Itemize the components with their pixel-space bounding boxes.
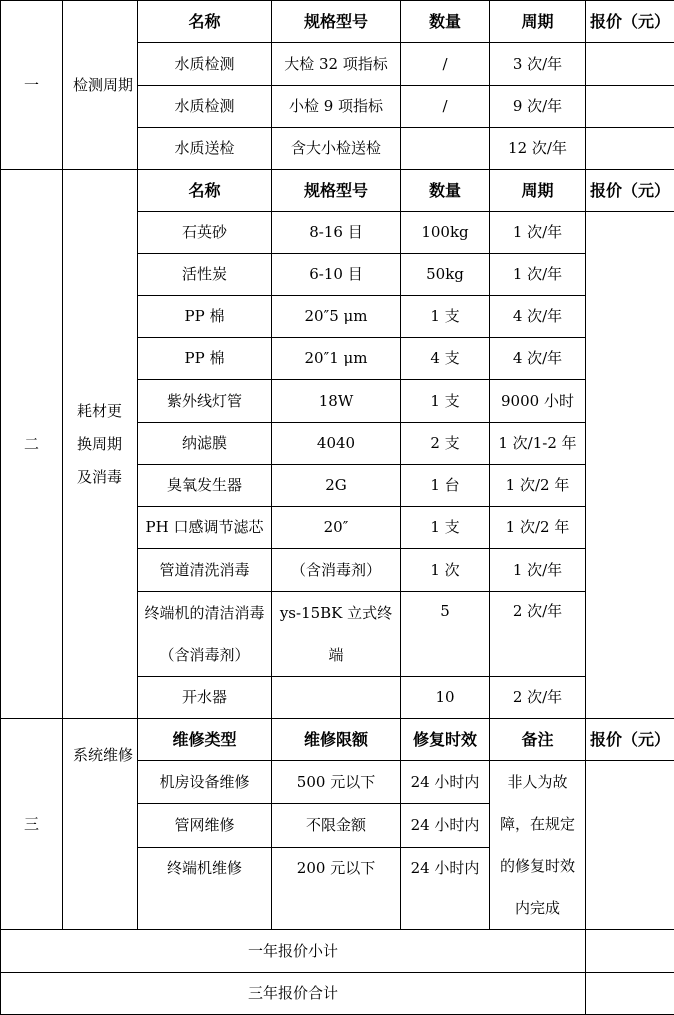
- repair-time: 24 小时内: [401, 847, 490, 929]
- column-header: 备注: [490, 719, 586, 761]
- item-name: 开水器: [138, 677, 272, 719]
- item-period: 9 次/年: [490, 86, 586, 128]
- repair-type: 终端机维修: [138, 847, 272, 929]
- price-cell[interactable]: [586, 128, 674, 170]
- column-header: 维修限额: [272, 719, 401, 761]
- item-quantity: 1 支: [401, 380, 490, 423]
- item-quantity: 100kg: [401, 212, 490, 254]
- category-label: 检测周期: [63, 1, 138, 170]
- column-header: 规格型号: [272, 1, 401, 43]
- repair-time: 24 小时内: [401, 761, 490, 804]
- three-year-total-value[interactable]: [586, 973, 674, 1015]
- repair-time: 24 小时内: [401, 804, 490, 847]
- section-1-header-row: [1, 1, 674, 43]
- item-name: 管道清洗消毒: [138, 549, 272, 592]
- item-name: 臭氧发生器: [138, 465, 272, 507]
- summary-row: [1, 930, 674, 973]
- column-header: 数量: [401, 1, 490, 43]
- section-number: 一: [1, 1, 63, 170]
- repair-limit: 200 元以下: [272, 847, 401, 929]
- item-spec: [272, 677, 401, 719]
- column-header: 周期: [490, 1, 586, 43]
- item-spec: 20″: [272, 507, 401, 549]
- item-period: 1 次/2 年: [490, 465, 586, 507]
- column-header: 报价（元）: [586, 170, 674, 212]
- repair-type: 管网维修: [138, 804, 272, 847]
- one-year-subtotal-value[interactable]: [586, 930, 674, 973]
- price-cell[interactable]: [586, 761, 674, 930]
- item-spec: （含消毒剂）: [272, 549, 401, 592]
- column-header: 报价（元）: [586, 1, 674, 43]
- column-header: 数量: [401, 170, 490, 212]
- item-spec: 20″1 μm: [272, 338, 401, 380]
- item-spec: 4040: [272, 423, 401, 465]
- item-quantity: 1 支: [401, 507, 490, 549]
- item-quantity: 1 支: [401, 296, 490, 338]
- price-cell[interactable]: [586, 86, 674, 128]
- item-period: 12 次/年: [490, 128, 586, 170]
- item-name: PH 口感调节滤芯: [138, 507, 272, 549]
- column-header: 维修类型: [138, 719, 272, 761]
- item-name: 纳滤膜: [138, 423, 272, 465]
- item-name: 水质检测: [138, 43, 272, 86]
- item-quantity: /: [401, 43, 490, 86]
- category-label: 耗材更换周期及消毒: [63, 170, 138, 719]
- item-quantity: 4 支: [401, 338, 490, 380]
- item-spec: 小检 9 项指标: [272, 86, 401, 128]
- item-period: 4 次/年: [490, 296, 586, 338]
- item-spec: 8-16 目: [272, 212, 401, 254]
- item-quantity: 5: [401, 592, 490, 677]
- item-spec: 2G: [272, 465, 401, 507]
- item-spec: 6-10 目: [272, 254, 401, 296]
- item-spec: 大检 32 项指标: [272, 43, 401, 86]
- item-period: 2 次/年: [490, 677, 586, 719]
- column-header: 名称: [138, 170, 272, 212]
- item-period: 2 次/年: [490, 592, 586, 677]
- item-period: 3 次/年: [490, 43, 586, 86]
- item-name: 紫外线灯管: [138, 380, 272, 423]
- item-period: 9000 小时: [490, 380, 586, 423]
- item-quantity: 2 支: [401, 423, 490, 465]
- repair-note: 非人为故障，在规定的修复时效内完成: [490, 761, 586, 930]
- section-number: 三: [1, 719, 63, 930]
- price-cell[interactable]: [586, 43, 674, 86]
- repair-limit: 500 元以下: [272, 761, 401, 804]
- repair-type: 机房设备维修: [138, 761, 272, 804]
- item-name: 终端机的清洁消毒（含消毒剂）: [138, 592, 272, 677]
- column-header: 周期: [490, 170, 586, 212]
- item-period: 1 次/1-2 年: [490, 423, 586, 465]
- item-period: 1 次/年: [490, 212, 586, 254]
- price-cell[interactable]: [586, 212, 674, 719]
- item-spec: 含大小检送检: [272, 128, 401, 170]
- section-3-header-row: [1, 719, 674, 761]
- item-name: PP 棉: [138, 338, 272, 380]
- column-header: 规格型号: [272, 170, 401, 212]
- item-period: 4 次/年: [490, 338, 586, 380]
- item-quantity: 1 台: [401, 465, 490, 507]
- one-year-subtotal-label: 一年报价小计: [1, 930, 586, 973]
- three-year-total-label: 三年报价合计: [1, 973, 586, 1015]
- item-quantity: /: [401, 86, 490, 128]
- item-name: 水质检测: [138, 86, 272, 128]
- item-quantity: 10: [401, 677, 490, 719]
- item-spec: 20″5 μm: [272, 296, 401, 338]
- item-spec: ys-15BK 立式终端: [272, 592, 401, 677]
- item-period: 1 次/2 年: [490, 507, 586, 549]
- section-number: 二: [1, 170, 63, 719]
- section-2-header-row: [1, 170, 674, 212]
- item-name: 水质送检: [138, 128, 272, 170]
- summary-row: [1, 973, 674, 1015]
- item-period: 1 次/年: [490, 254, 586, 296]
- item-name: 活性炭: [138, 254, 272, 296]
- category-label: 系统维修: [63, 719, 138, 930]
- column-header: 名称: [138, 1, 272, 43]
- item-spec: 18W: [272, 380, 401, 423]
- item-name: PP 棉: [138, 296, 272, 338]
- item-quantity: 1 次: [401, 549, 490, 592]
- item-quantity: 50kg: [401, 254, 490, 296]
- column-header: 修复时效: [401, 719, 490, 761]
- item-name: 石英砂: [138, 212, 272, 254]
- repair-limit: 不限金额: [272, 804, 401, 847]
- column-header: 报价（元）: [586, 719, 674, 761]
- item-quantity: [401, 128, 490, 170]
- item-period: 1 次/年: [490, 549, 586, 592]
